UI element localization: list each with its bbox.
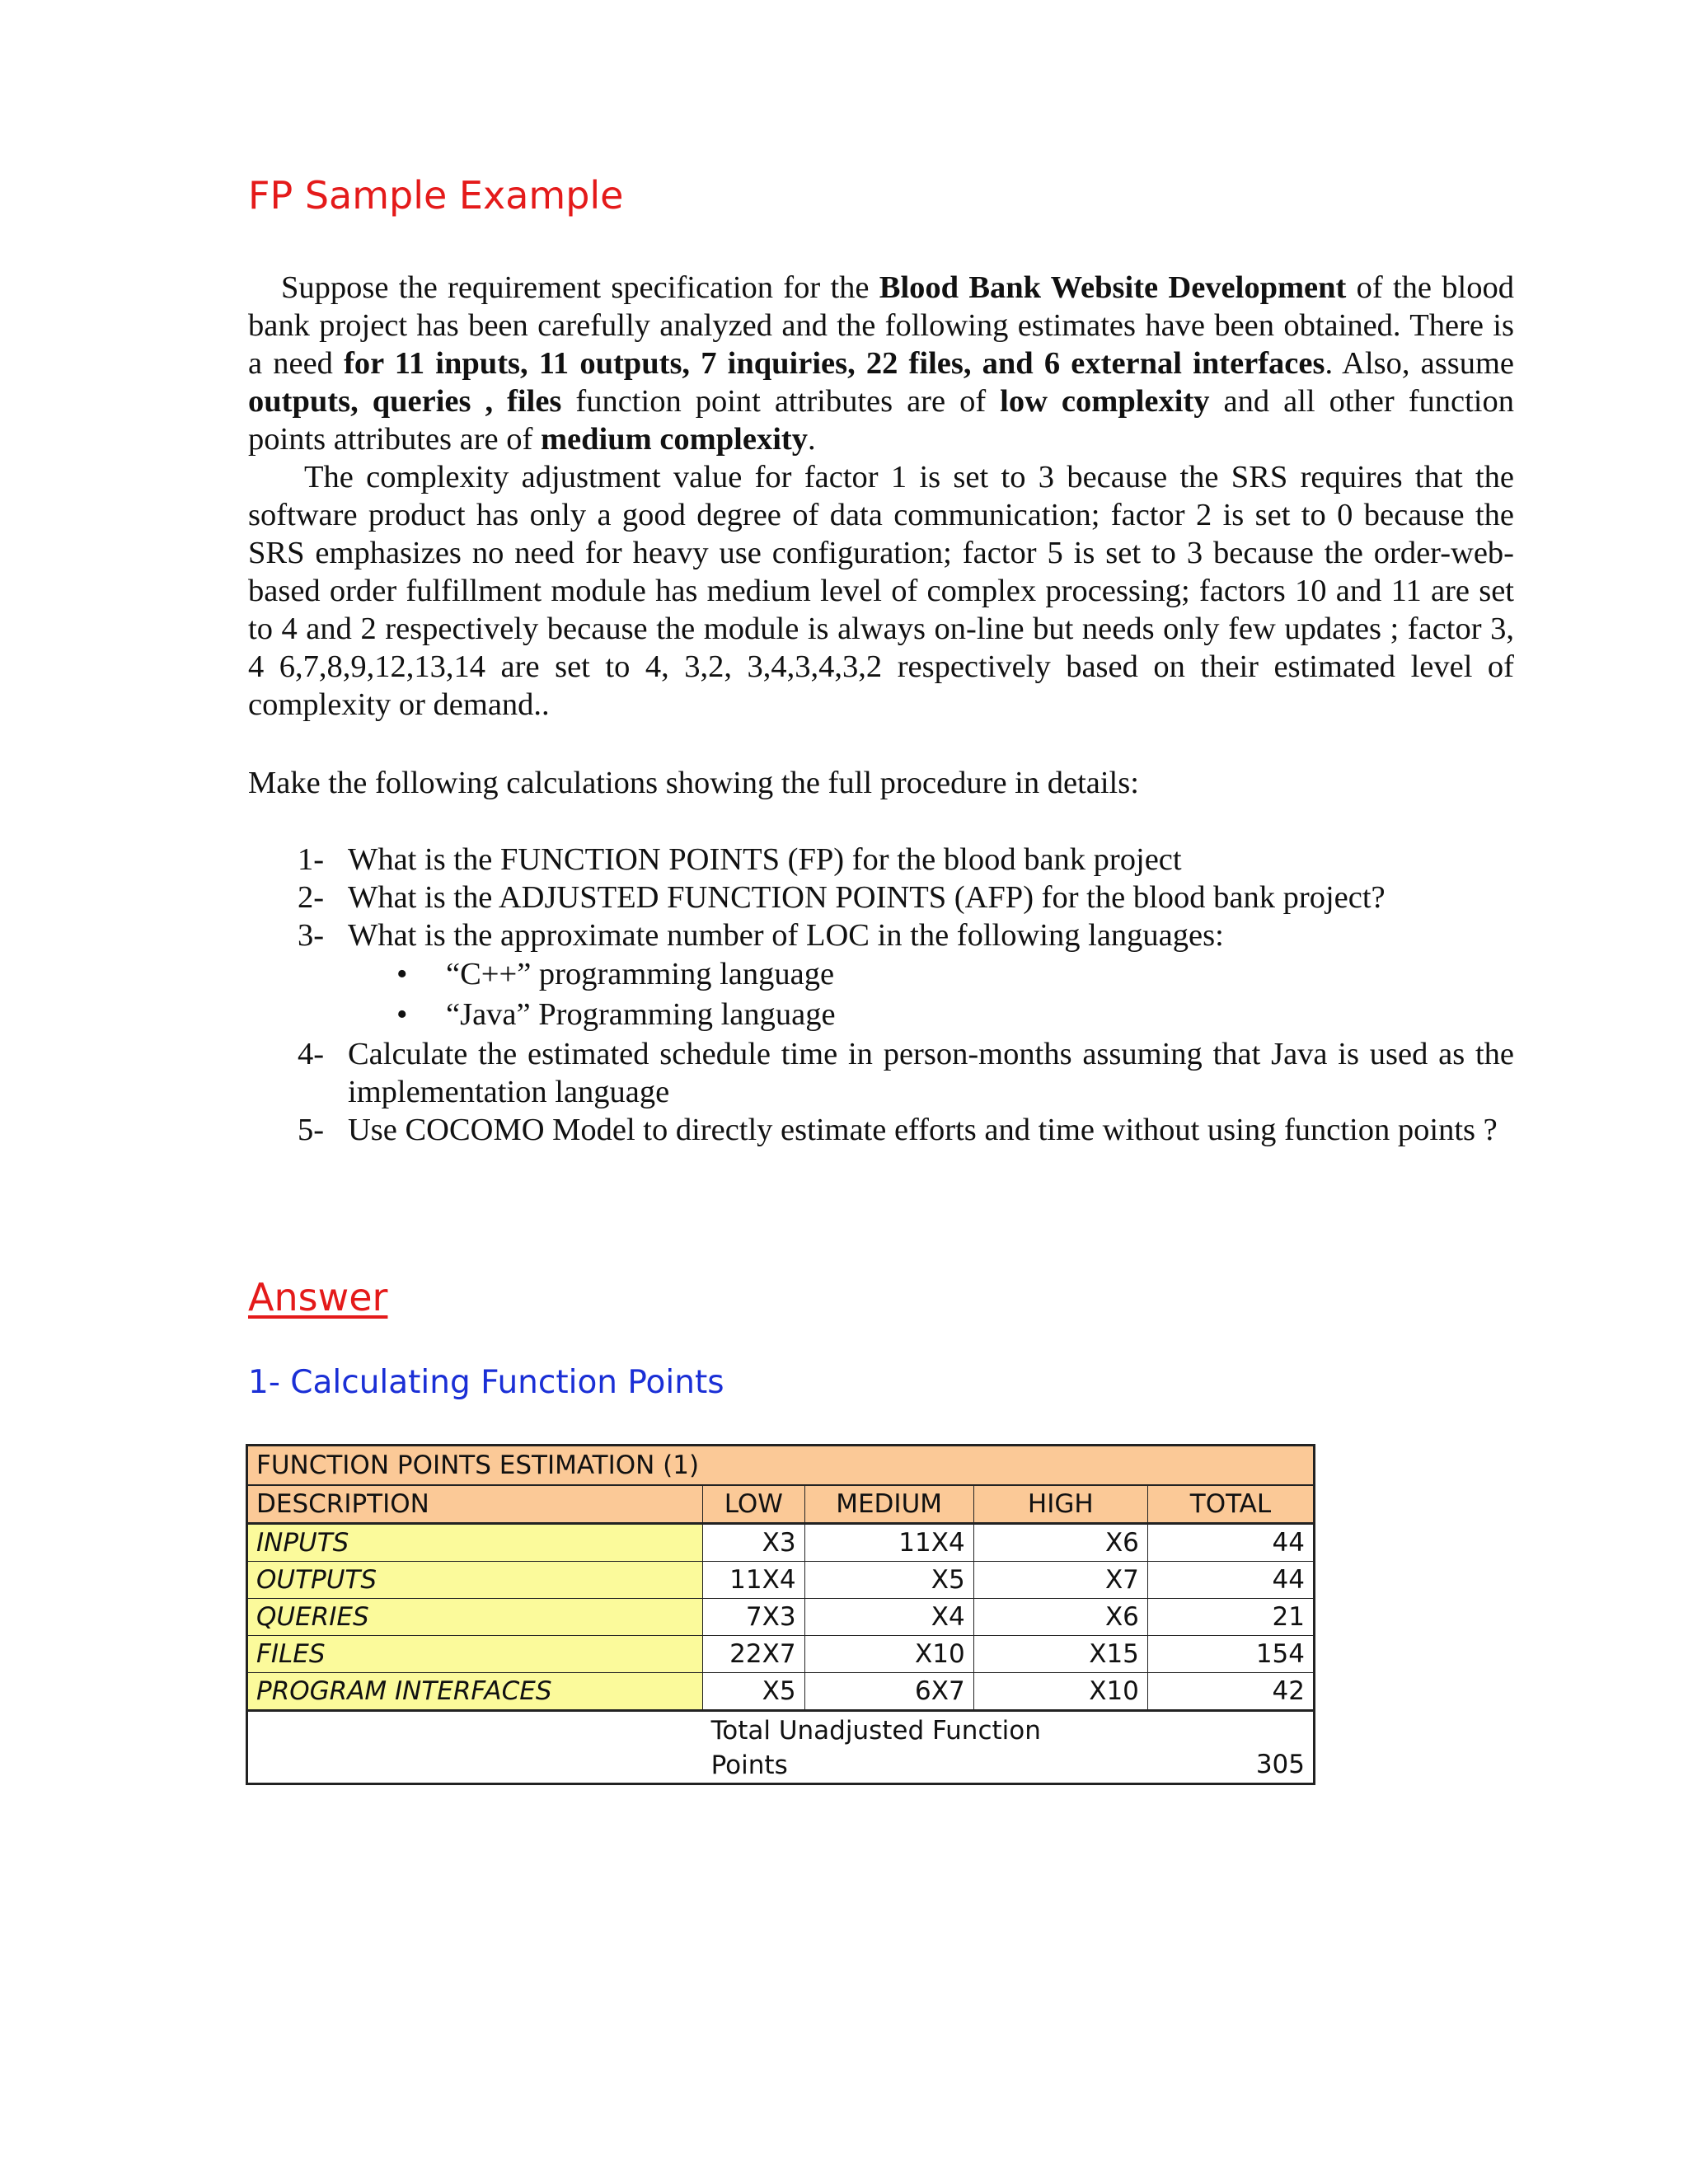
table-row: INPUTS X3 11X4 X6 44	[247, 1524, 1315, 1562]
column-header: DESCRIPTION	[247, 1485, 703, 1524]
page-title: FP Sample Example	[248, 173, 624, 218]
question-item: 5- Use COCOMO Model to directly estimate efforts and time without using function points ?	[298, 1113, 1498, 1147]
column-header: TOTAL	[1147, 1485, 1314, 1524]
bullet-item: • “C++” programming language	[248, 954, 1514, 995]
question-item: 1- What is the FUNCTION POINTS (FP) for the blood bank project	[298, 842, 1182, 877]
total-value: 305	[1147, 1711, 1314, 1784]
column-header: MEDIUM	[804, 1485, 973, 1524]
problem-statement	[248, 269, 1514, 724]
table-header-row	[247, 1485, 1315, 1524]
column-header: LOW	[703, 1485, 804, 1524]
function-points-table	[246, 1444, 1315, 1785]
bullet-item: • “Java” Programming language	[248, 995, 1514, 1035]
column-header: HIGH	[973, 1485, 1147, 1524]
instruction-text: Make the following calculations showing the full procedure in details:	[248, 766, 1139, 800]
table-row: QUERIES 7X3 X4 X6 21	[247, 1599, 1315, 1636]
table-row: FILES 22X7 X10 X15 154	[247, 1636, 1315, 1673]
question-list	[248, 841, 1514, 1149]
answer-heading: Answer	[248, 1275, 388, 1319]
table-total-row	[247, 1711, 1315, 1784]
table-caption-row	[247, 1446, 1315, 1486]
intro-paragraph: Suppose the requirement specification for the Blood Bank Website Development of the blood bank project has been carefully analyzed and the following estimates have been obtained. There is a need for 11 inputs, 11 outputs, 7 inquiries, 22 files, and 6 external interfaces. Also, assume outputs, queries , files function point attributes are of low complexity and all other function points attributes are of medium complexity.	[248, 270, 1515, 457]
table-caption: FUNCTION POINTS ESTIMATION (1)	[247, 1446, 1315, 1486]
bullet-icon: •	[396, 957, 408, 991]
total-label: Total Unadjusted Function Points	[703, 1711, 1148, 1784]
table-row: OUTPUTS 11X4 X5 X7 44	[247, 1562, 1315, 1599]
complexity-paragraph: The complexity adjustment value for factor 1 is set to 3 because the SRS requires that the software product has only a good degree of data communication; factor 2 is set to 0 because the SRS emphasizes no need for heavy use configuration; factor 5 is set to 3 because the order-web-based order fulfillment module has medium level of complex processing; factors 10 and 11 are set to 4 and 2 respectively because the module is always on-line but needs only few updates ; factor 3, 4 6,7,8,9,12,13,14 are set to 4, 3,2, 3,4,3,4,3,2 respectively based on their estimated level of complexity or demand..	[248, 460, 1514, 722]
question-item: 4- Calculate the estimated schedule time in person-months assuming that Java is used as the implementation language	[298, 1037, 1514, 1109]
question-item: 2- What is the ADJUSTED FUNCTION POINTS (AFP) for the blood bank project?	[298, 880, 1386, 915]
question-item: 3- What is the approximate number of LOC in the following languages:	[298, 918, 1224, 953]
bullet-icon: •	[396, 997, 408, 1032]
section-subheading: 1- Calculating Function Points	[248, 1364, 724, 1401]
table-row: PROGRAM INTERFACES X5 6X7 X10 42	[247, 1673, 1315, 1711]
